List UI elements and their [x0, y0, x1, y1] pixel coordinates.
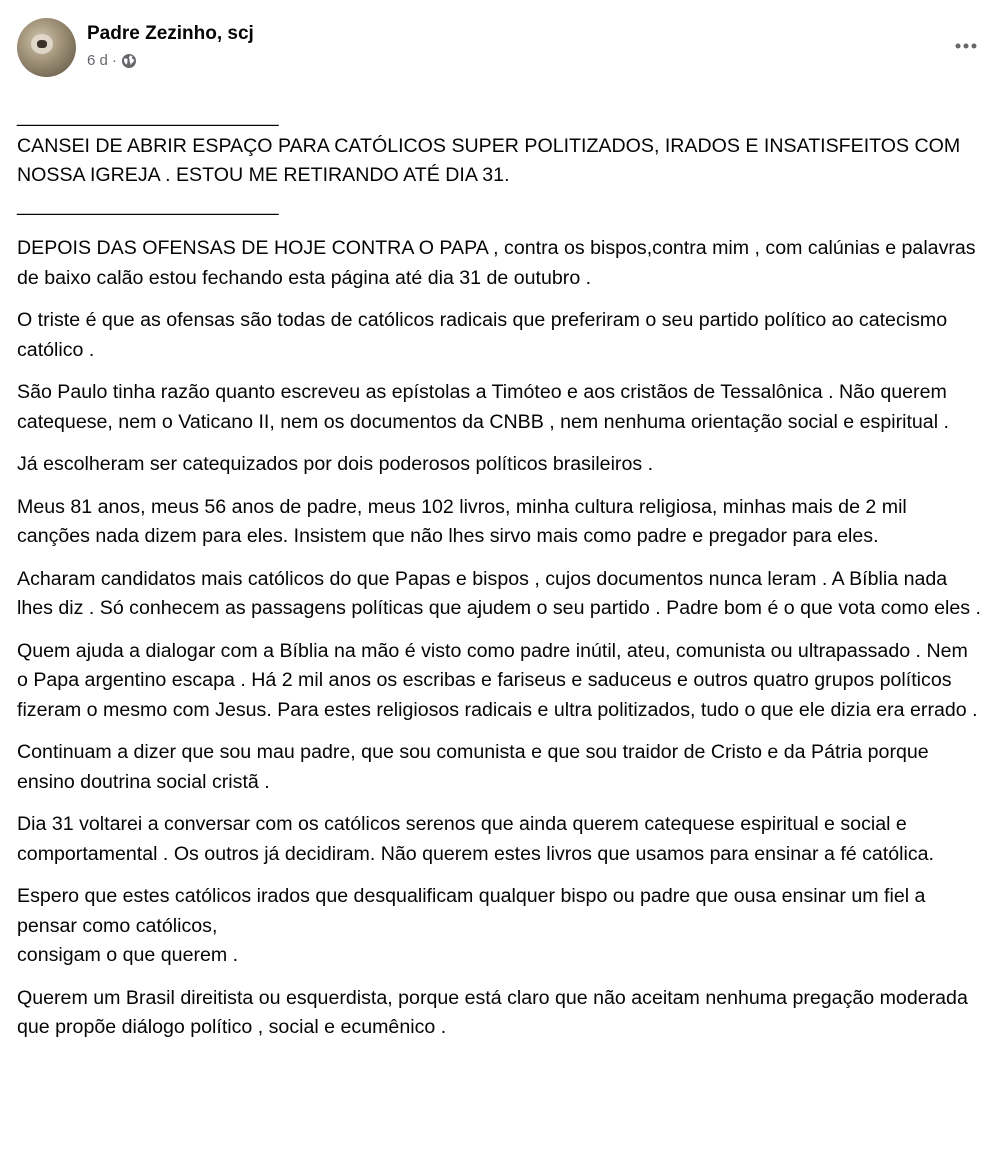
- post-paragraph: Já escolheram ser catequizados por dois poderosos políticos brasileiros .: [17, 453, 654, 475]
- separator-line: ________________________: [17, 105, 279, 127]
- post-header: [17, 18, 254, 78]
- post-paragraph: Meus 81 anos, meus 56 anos de padre, meus 102 livros, minha cultura religiosa, minhas mais de 2 mil canções nada dizem para eles. Insistem que não lhes sirvo mais como padre e pregador para eles.: [17, 495, 907, 547]
- avatar[interactable]: [17, 18, 76, 77]
- more-options-icon: [955, 43, 977, 49]
- post-timestamp[interactable]: 6 d: [87, 52, 108, 69]
- post-paragraph: São Paulo tinha razão quanto escreveu as epístolas a Timóteo e aos cristãos de Tessalônica . Não querem catequese, nem o Vaticano II, nem os documentos da CNBB , nem nenhuma orientação social e espiritual .: [17, 381, 949, 433]
- post-meta: [87, 22, 254, 70]
- post-paragraph: Dia 31 voltarei a conversar com os católicos serenos que ainda querem catequese espiritual e social e comportamental . Os outros já decidiram. Não querem estes livros que usamos para ensinar a fé católica.: [17, 813, 934, 865]
- more-options-button[interactable]: [950, 32, 982, 60]
- avatar-photo-detail: [37, 40, 47, 48]
- post-paragraph: Acharam candidatos mais católicos do que Papas e bispos , cujos documentos nunca leram . A Bíblia nada lhes diz . Só conhecem as passagens políticas que ajudem o seu partido . Padre bom é o que vota como eles .: [17, 567, 981, 619]
- post-headline: CANSEI DE ABRIR ESPAÇO PARA CATÓLICOS SUPER POLITIZADOS, IRADOS E INSATISFEITOS COM NOSSA IGREJA . ESTOU ME RETIRANDO ATÉ DIA 31.: [17, 134, 961, 186]
- separator-line: ________________________: [17, 193, 279, 216]
- post-subline: [87, 52, 254, 70]
- post-paragraph: O triste é que as ofensas são todas de católicos radicais que preferiram o seu partido político ao catecismo católico .: [17, 309, 948, 361]
- globe-icon[interactable]: [121, 53, 137, 69]
- post-paragraph: Quem ajuda a dialogar com a Bíblia na mão é visto como padre inútil, ateu, comunista ou ultrapassado . Nem o Papa argentino escapa . Há 2 mil anos os escribas e fariseus e saduceus e outros quatro grupos políticos fizeram o mesmo com Jesus. Para estes religiosos radicais e ultra politizados, tudo o que ele dizia era errado .: [17, 639, 978, 721]
- post-body: [17, 102, 983, 1056]
- meta-separator: ·: [111, 52, 117, 69]
- post-paragraph: DEPOIS DAS OFENSAS DE HOJE CONTRA O PAPA , contra os bispos,contra mim , com calúnias e palavras de baixo calão estou fechando esta página até dia 31 de outubro .: [17, 237, 976, 289]
- post-paragraph: Querem um Brasil direitista ou esquerdista, porque está claro que não aceitam nenhuma pregação moderada que propõe diálogo político , social e ecumênico .: [17, 986, 968, 1038]
- post-paragraph: Continuam a dizer que sou mau padre, que sou comunista e que sou traidor de Cristo e da Pátria porque ensino doutrina social cristã .: [17, 741, 929, 793]
- author-name[interactable]: Padre Zezinho, scj: [87, 23, 254, 44]
- post-paragraph: Espero que estes católicos irados que desqualificam qualquer bispo ou padre que ousa ensinar um fiel a pensar como católicos, consigam o que querem .: [17, 885, 926, 966]
